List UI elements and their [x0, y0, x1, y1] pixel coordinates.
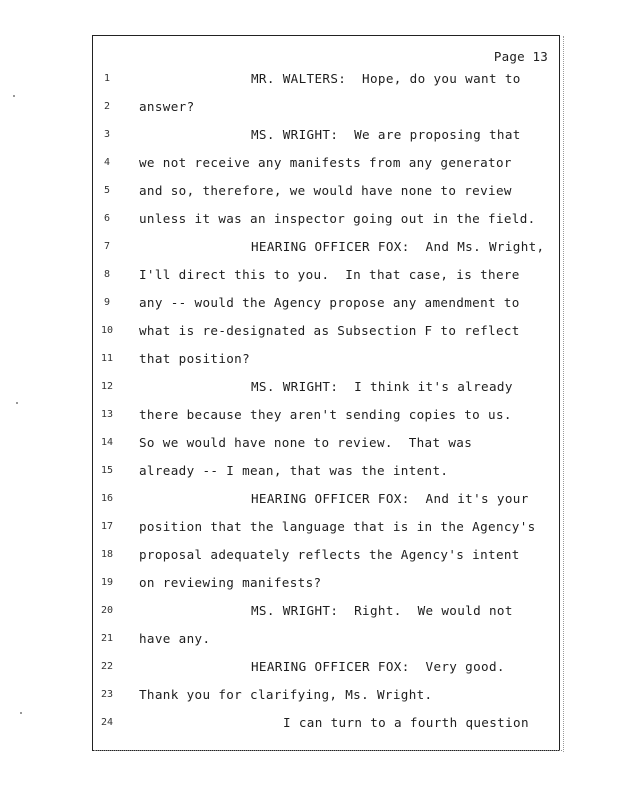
- transcript-line: [0, 433, 618, 453]
- transcript-line: [0, 601, 618, 621]
- line-text: HEARING OFFICER FOX: And it's your: [251, 491, 529, 506]
- line-text: we not receive any manifests from any generator: [139, 155, 512, 170]
- line-number: 8: [103, 269, 111, 280]
- line-number: 13: [100, 409, 114, 420]
- line-number: 15: [100, 465, 114, 476]
- line-number: 19: [100, 577, 114, 588]
- line-text: there because they aren't sending copies to us.: [139, 407, 512, 422]
- line-text: and so, therefore, we would have none to review: [139, 183, 512, 198]
- line-text: HEARING OFFICER FOX: Very good.: [251, 659, 505, 674]
- scan-speck: [13, 95, 15, 97]
- line-text: on reviewing manifests?: [139, 575, 322, 590]
- transcript-line: [0, 125, 618, 145]
- transcript-line: [0, 545, 618, 565]
- transcript-line: [0, 573, 618, 593]
- line-number: 6: [103, 213, 111, 224]
- line-number: 2: [103, 101, 111, 112]
- transcript-line: [0, 209, 618, 229]
- line-text: have any.: [139, 631, 211, 646]
- transcript-line: [0, 181, 618, 201]
- line-text: MS. WRIGHT: I think it's already: [251, 379, 513, 394]
- transcript-line: [0, 349, 618, 369]
- transcript-line: [0, 153, 618, 173]
- line-text: any -- would the Agency propose any amendment to: [139, 295, 520, 310]
- line-number: 21: [100, 633, 114, 644]
- line-number: 18: [100, 549, 114, 560]
- line-number: 10: [100, 325, 114, 336]
- line-number: 9: [103, 297, 111, 308]
- line-number: 20: [100, 605, 114, 616]
- transcript-line: [0, 97, 618, 117]
- transcript-line: [0, 685, 618, 705]
- transcript-line: [0, 321, 618, 341]
- transcript-line: [0, 237, 618, 257]
- transcript-line: [0, 461, 618, 481]
- transcript-line: [0, 405, 618, 425]
- line-number: 14: [100, 437, 114, 448]
- transcript-line: [0, 517, 618, 537]
- line-text: position that the language that is in the Agency's: [139, 519, 536, 534]
- line-number: 23: [100, 689, 114, 700]
- line-number: 22: [100, 661, 114, 672]
- line-text: I can turn to a fourth question: [283, 715, 529, 730]
- line-text: what is re-designated as Subsection F to reflect: [139, 323, 520, 338]
- line-text: Thank you for clarifying, Ms. Wright.: [139, 687, 433, 702]
- line-number: 1: [103, 73, 111, 84]
- transcript-line: [0, 293, 618, 313]
- line-text: already -- I mean, that was the intent.: [139, 463, 449, 478]
- transcript-line: [0, 713, 618, 733]
- line-number: 3: [103, 129, 111, 140]
- line-text: I'll direct this to you. In that case, is there: [139, 267, 520, 282]
- line-number: 5: [103, 185, 111, 196]
- line-text: proposal adequately reflects the Agency's intent: [139, 547, 520, 562]
- line-text: MS. WRIGHT: Right. We would not: [251, 603, 513, 618]
- line-text: HEARING OFFICER FOX: And Ms. Wright,: [251, 239, 545, 254]
- transcript-line: [0, 265, 618, 285]
- transcript-line: [0, 629, 618, 649]
- transcript-line: [0, 69, 618, 89]
- transcript-line: [0, 489, 618, 509]
- transcript-line: [0, 657, 618, 677]
- page-number: Page 13: [493, 49, 548, 64]
- line-number: 7: [103, 241, 111, 252]
- line-number: 12: [100, 381, 114, 392]
- scan-speck: [20, 712, 22, 714]
- line-text: MS. WRIGHT: We are proposing that: [251, 127, 521, 142]
- line-text: answer?: [139, 99, 195, 114]
- transcript-line: [0, 377, 618, 397]
- line-number: 24: [100, 717, 114, 728]
- line-number: 4: [103, 157, 111, 168]
- scan-speck: [16, 402, 18, 404]
- line-text: that position?: [139, 351, 251, 366]
- line-number: 17: [100, 521, 114, 532]
- line-text: unless it was an inspector going out in the field.: [139, 211, 536, 226]
- line-text: So we would have none to review. That was: [139, 435, 473, 450]
- line-text: MR. WALTERS: Hope, do you want to: [251, 71, 521, 86]
- line-number: 11: [100, 353, 114, 364]
- line-number: 16: [100, 493, 114, 504]
- frame-bottom-edge: [94, 750, 562, 754]
